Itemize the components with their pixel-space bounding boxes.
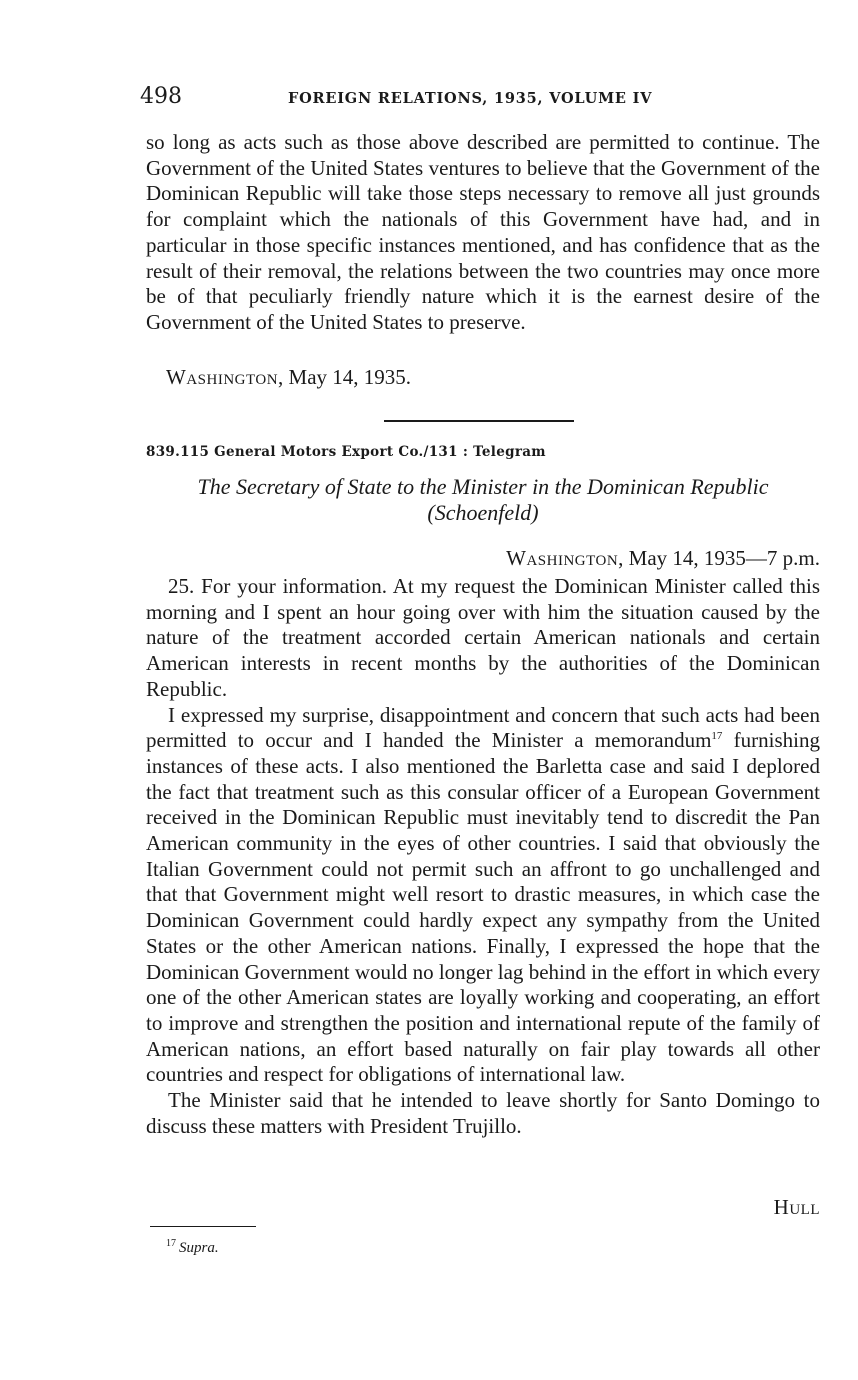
footnote-text: Supra.	[179, 1240, 219, 1256]
footnote	[166, 1238, 219, 1257]
page-number: 498	[140, 84, 182, 109]
sent-place: Washington	[506, 546, 619, 570]
document-title: The Secretary of State to the Minister in the Dominican Republic (Schoenfeld)	[197, 474, 769, 525]
file-reference: 839.115 General Motors Export Co./131 : Telegram	[146, 444, 546, 460]
footnote-marker: 17	[166, 1238, 176, 1249]
paragraph-1: 25. For your information. At my request the Dominican Minister called this morning and I spent an hour going over with him the situation caused by the nature of the treatment accorded certain American nationals and certain American interests in recent months by the authorities of the Dominican Republic.	[146, 574, 820, 701]
continuation-paragraph: so long as acts such as those above described are permitted to continue. The Government of the United States ventures to believe that the Government of the Dominican Republic will take those steps necessary to remove all just grounds for complaint which the nationals of this Government have had, and in particular in those specific instances mentioned, and has confidence that as the result of their removal, the relations between the two countries may once more be of that peculiarly friendly nature which it is the earnest desire of the Government of the United States to preserve.	[146, 130, 820, 334]
paragraph-2	[146, 703, 820, 1089]
sent-dateline	[506, 546, 820, 571]
section-divider	[384, 420, 574, 422]
paragraph-2-start: I expressed my surprise, disappointment and concern that such acts had been permitted to occur and I handed the Minister a memorandum	[146, 702, 820, 753]
running-head: FOREIGN RELATIONS, 1935, VOLUME IV	[288, 90, 653, 107]
page-header	[140, 84, 820, 112]
closing-date: , May 14, 1935.	[278, 365, 412, 389]
signature: Hull	[773, 1195, 820, 1219]
closing-dateline	[166, 365, 411, 390]
sent-date: , May 14, 1935—7 p.m.	[618, 546, 820, 570]
footnote-divider	[150, 1226, 256, 1227]
paragraph-3: The Minister said that he intended to leave shortly for Santo Domingo to discuss these matters with President Trujillo.	[146, 1088, 820, 1138]
telegram-body	[146, 574, 820, 1139]
closing-place: Washington	[166, 365, 279, 389]
footnote-reference: 17	[711, 730, 723, 743]
continuation-block	[146, 130, 820, 336]
paragraph-2-rest: furnishing instances of these acts. I also mentioned the Barletta case and said I deplored the fact that treatment such as this consular officer of a European Government received in the Dominican Republic must inevitably tend to discredit the Pan American community in the eyes of other countries. I said that obviously the Italian Government could not permit such an affront to go unchallenged and that that Government might well resort to drastic measures, in which case the Dominican Government could hardly expect any sympathy from the United States or the other American nations. Finally, I expressed the hope that the Dominican Government would no longer lag behind in the effort in which every one of the other American states are loyally working and cooperating, an effort to improve and strengthen the position and international repute of the family of American nations, an effort based naturally on fair play towards all other countries and respect for obligations of international law.	[146, 728, 820, 1087]
